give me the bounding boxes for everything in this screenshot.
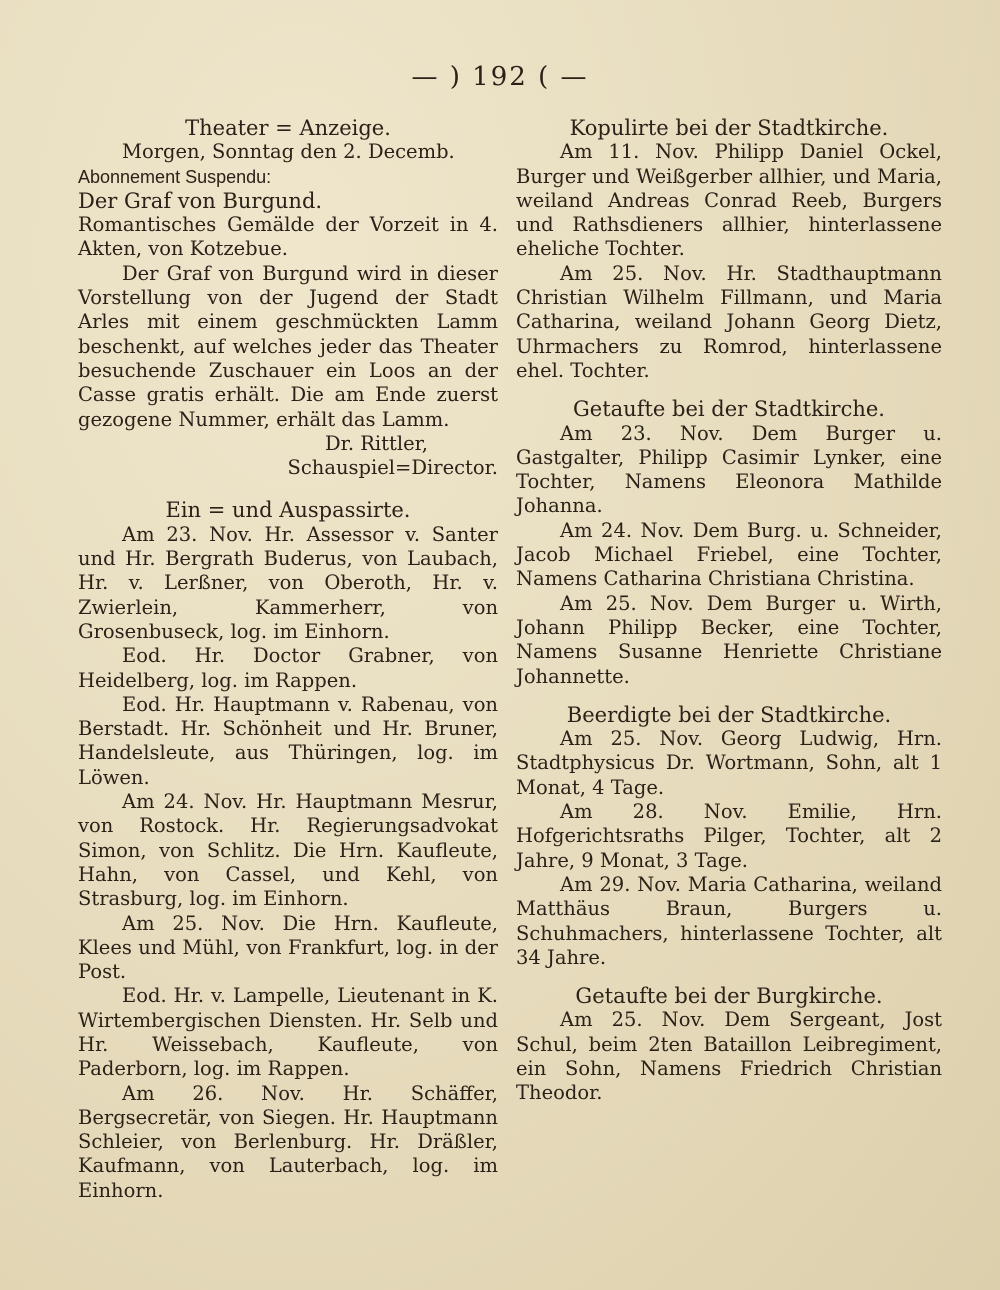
baptisms-stadtkirche-section — [516, 397, 942, 689]
burial-entry: Am 25. Nov. Georg Ludwig, Hrn. Stadtphysicus Dr. Wortmann, Sohn, alt 1 Monat, 4 Tage. — [516, 727, 942, 799]
play-subtitle: Romantisches Gemälde der Vorzeit in 4. Akten, von Kotzebue. — [78, 213, 498, 261]
burial-entry: Am 28. Nov. Emilie, Hrn. Hofgerichtsraths Pilger, Tochter, alt 2 Jahre, 9 Monat, 3 Tage. — [516, 800, 942, 872]
marriage-entry: Am 25. Nov. Hr. Stadthauptmann Christian Wilhelm Fillmann, und Maria Catharina, weiland Johann Georg Dietz, Uhrmachers zu Romrod, hinterlassene ehel. Tochter. — [516, 261, 942, 382]
left-column — [78, 116, 498, 1203]
theater-announcement — [78, 116, 498, 480]
marriages-section — [516, 116, 942, 383]
burials-heading: Beerdigte bei der Stadtkirche. — [566, 702, 892, 727]
marriage-entry: Am 11. Nov. Philipp Daniel Ockel, Burger und Weißgerber allhier, und Maria, weiland Andreas Conrad Reeb, Burgers und Rathsdieners allhier, hinterlassene eheliche Tochter. — [516, 140, 942, 261]
director-role: Schauspiel=Director. — [287, 456, 498, 480]
director-name: Dr. Rittler, — [325, 431, 428, 455]
baptism-entry: Am 23. Nov. Dem Burger u. Gastgalter, Philipp Casimir Lynker, eine Tochter, Namens Eleonora Mathilde Johanna. — [516, 421, 942, 518]
baptism-entry: Am 25. Nov. Dem Burger u. Wirth, Johann Philipp Becker, eine Tochter, Namens Susanne Henriette Christiane Johannette. — [516, 591, 942, 688]
traveller-entry: Am 26. Nov. Hr. Schäffer, Bergsecretär, von Siegen. Hr. Hauptmann Schleier, von Berlenburg. Hr. Dräßler, Kaufmann, von Lauterbach, log. im Einhorn. — [78, 1081, 498, 1202]
travellers-section — [78, 498, 498, 1203]
traveller-entry: Eod. Hr. v. Lampelle, Lieutenant in K. Wirtembergischen Diensten. Hr. Selb und Hr. Weissebach, Kaufleute, von Paderborn, log. im Rappen. — [78, 984, 498, 1081]
burials-section — [516, 703, 942, 970]
theater-heading: Theater = Anzeige. — [185, 116, 391, 140]
right-column — [516, 116, 942, 1106]
baptism-entry: Am 25. Nov. Dem Sergeant, Jost Schul, beim 2ten Bataillon Leibregiment, ein Sohn, Namens Friedrich Christian Theodor. — [516, 1008, 942, 1105]
baptisms-stadtkirche-heading: Getaufte bei der Stadtkirche. — [573, 397, 885, 422]
traveller-entry: Am 24. Nov. Hr. Hauptmann Mesrur, von Rostock. Hr. Regierungsadvokat Simon, von Schlitz. Die Hrn. Kaufleute, Hahn, von Cassel, und Kehl, von Strasburg, log. im Einhorn. — [78, 790, 498, 911]
theater-date-line: Morgen, Sonntag den 2. Decemb. — [122, 140, 455, 164]
page-number: — ) 192 ( — — [411, 62, 589, 92]
burial-entry: Am 29. Nov. Maria Catharina, weiland Matthäus Braun, Burgers u. Schuhmachers, hinterlassene Tochter, alt 34 Jahre. — [516, 872, 942, 969]
theater-body: Der Graf von Burgund wird in dieser Vorstellung von der Jugend der Stadt Arles mit einem geschmückten Lamm beschenkt, auf welches jeder das Theater besuchende Zuschauer ein Loos an der Casse gratis erhält. Die am Ende zuerst gezogene Nummer, erhält das Lamm. — [78, 261, 498, 431]
baptisms-burgkirche-section — [516, 984, 942, 1105]
play-title: Der Graf von Burgund. — [78, 188, 323, 213]
marriages-heading: Kopulirte bei der Stadtkirche. — [569, 116, 889, 140]
traveller-entry: Am 23. Nov. Hr. Assessor v. Santer und Hr. Bergrath Buderus, von Laubach, Hr. v. Lerßner, von Oberoth, Hr. v. Zwierlein, Kammerherr, von Grosenbuseck, log. im Einhorn. — [78, 522, 498, 643]
baptisms-burgkirche-heading: Getaufte bei der Burgkirche. — [575, 984, 883, 1009]
baptism-entry: Am 24. Nov. Dem Burg. u. Schneider, Jacob Michael Friebel, eine Tochter, Namens Catharina Christiana Christina. — [516, 518, 942, 591]
abonnement-line: Abonnement Suspendu: — [78, 166, 272, 187]
travellers-heading: Ein = und Auspassirte. — [165, 498, 411, 523]
traveller-entry: Eod. Hr. Hauptmann v. Rabenau, von Berstadt. Hr. Schönheit und Hr. Bruner, Handelsleute, aus Thüringen, log. im Löwen. — [78, 692, 498, 789]
traveller-entry: Eod. Hr. Doctor Grabner, von Heidelberg, log. im Rappen. — [78, 644, 498, 692]
traveller-entry: Am 25. Nov. Die Hrn. Kaufleute, Klees und Mühl, von Frankfurt, log. in der Post. — [78, 911, 498, 984]
